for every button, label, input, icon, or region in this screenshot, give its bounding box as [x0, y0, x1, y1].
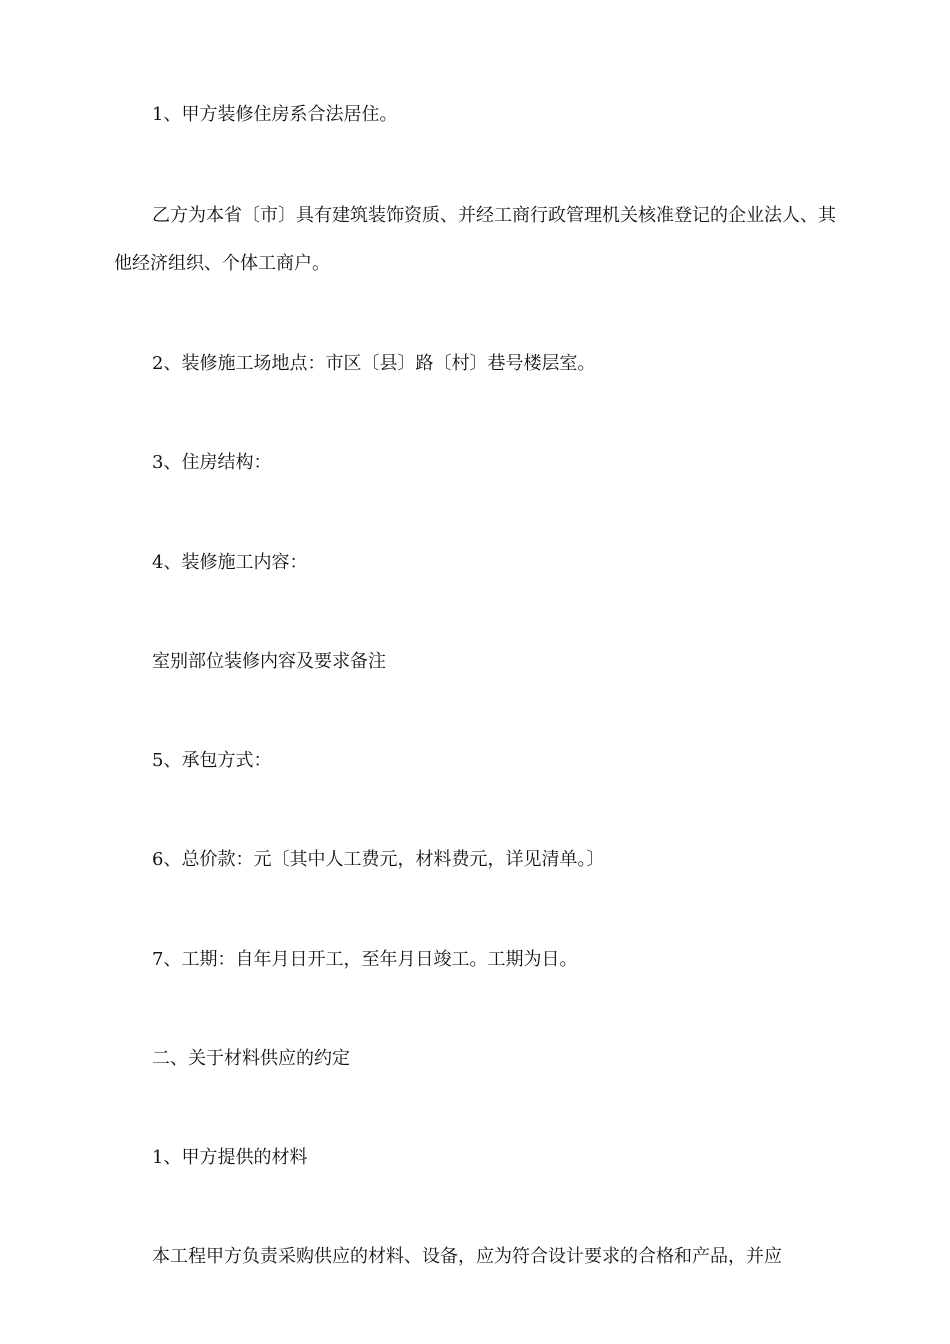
paragraph-11: 本工程甲方负责采购供应的材料、设备，应为符合设计要求的合格和产品，并应 [152, 1246, 782, 1267]
section-heading: 二、关于材料供应的约定 [152, 1048, 350, 1069]
paragraph-7: 5、承包方式： [152, 750, 272, 771]
paragraph-2: 乙方为本省〔市〕具有建筑装饰资质、并经工商行政管理机关核准登记的企业法人、其他经济组织、个体工商户。 [114, 205, 836, 274]
paragraph-8: 6、总价款：元〔其中人工费元，材料费元，详见清单。〕 [152, 849, 605, 870]
paragraph-5: 4、装修施工内容： [152, 552, 308, 573]
paragraph-9: 7、工期：自年月日开工，至年月日竣工。工期为日。 [152, 949, 578, 970]
paragraph-6: 室别部位装修内容及要求备注 [152, 651, 386, 672]
paragraph-10: 1、甲方提供的材料 [152, 1147, 308, 1168]
paragraph-3: 2、装修施工场地点：市区〔县〕路〔村〕巷号楼层室。 [152, 353, 596, 374]
paragraph-4: 3、住房结构： [152, 452, 272, 473]
paragraph-1: 1、甲方装修住房系合法居住。 [152, 104, 398, 125]
